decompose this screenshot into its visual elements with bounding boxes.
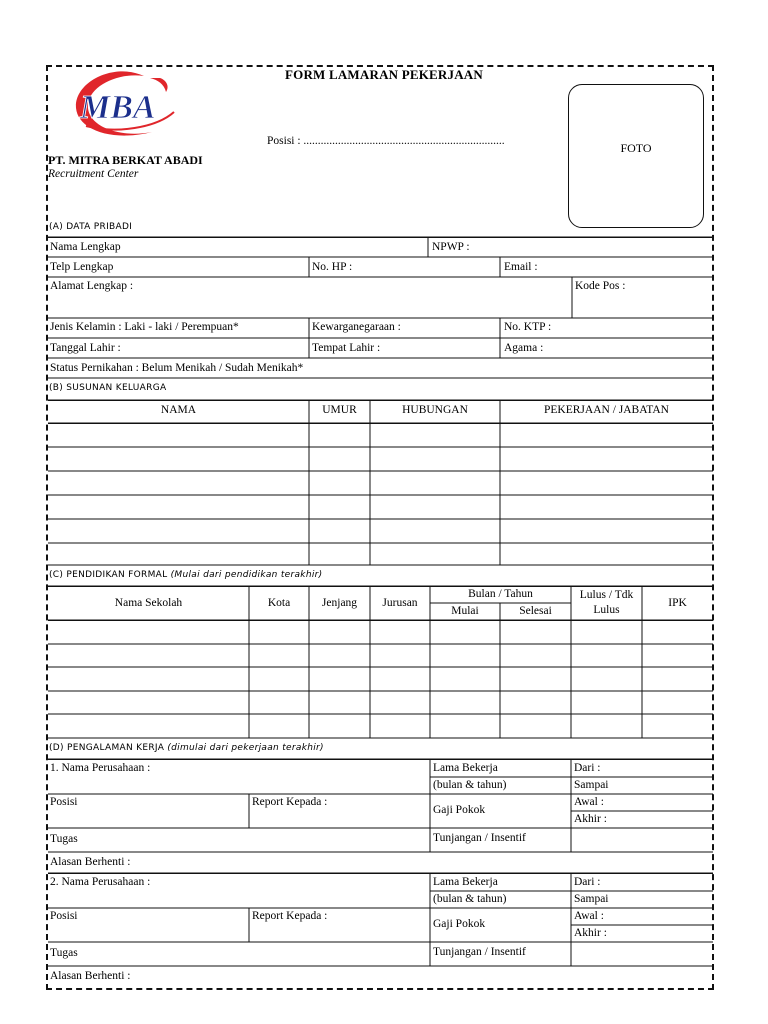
department-name: Recruitment Center bbox=[48, 168, 139, 180]
job2-tunjangan-label: Tunjangan / Insentif bbox=[433, 946, 526, 958]
job2-sampai-field[interactable]: Sampai bbox=[574, 893, 609, 905]
job2-company-field[interactable]: 2. Nama Perusahaan : bbox=[50, 876, 151, 888]
jenis-kelamin-field[interactable]: Jenis Kelamin : Laki - laki / Perempuan* bbox=[50, 321, 239, 333]
job2-tugas-field[interactable]: Tugas bbox=[50, 947, 78, 959]
job2-akhir-field[interactable]: Akhir : bbox=[574, 927, 607, 939]
alamat-field[interactable]: Alamat Lengkap : bbox=[50, 280, 134, 292]
tempat-lahir-field[interactable]: Tempat Lahir : bbox=[312, 342, 381, 354]
status-pernikahan-field[interactable]: Status Pernikahan : Belum Menikah / Sudah Menikah* bbox=[50, 362, 304, 374]
edu-col-sekolah: Nama Sekolah bbox=[114, 597, 183, 609]
job1-alasan-field[interactable]: Alasan Berhenti : bbox=[50, 856, 131, 868]
telp-field[interactable]: Telp Lengkap bbox=[50, 261, 114, 273]
edu-col-mulai: Mulai bbox=[451, 605, 479, 617]
job1-bulan-tahun-label: (bulan & tahun) bbox=[433, 779, 507, 791]
kewarganegaraan-field[interactable]: Kewarganegaraan : bbox=[312, 321, 401, 333]
job2-alasan-field[interactable]: Alasan Berhenti : bbox=[50, 970, 131, 982]
family-col-nama: NAMA bbox=[160, 404, 197, 416]
job2-dari-field[interactable]: Dari : bbox=[574, 876, 601, 888]
edu-col-lulus-line2: Lulus bbox=[593, 604, 620, 616]
job2-bulan-tahun-label: (bulan & tahun) bbox=[433, 893, 507, 905]
agama-field[interactable]: Agama : bbox=[504, 342, 544, 354]
section-d-note: (dimulai dari pekerjaan terakhir) bbox=[167, 743, 324, 753]
job1-posisi-field[interactable]: Posisi bbox=[50, 796, 78, 808]
job1-company-field[interactable]: 1. Nama Perusahaan : bbox=[50, 762, 151, 774]
edu-col-jenjang: Jenjang bbox=[321, 597, 358, 609]
job1-lama-label: Lama Bekerja bbox=[433, 762, 498, 774]
job1-akhir-field[interactable]: Akhir : bbox=[574, 813, 607, 825]
section-c-heading bbox=[49, 570, 322, 580]
edu-col-jurusan: Jurusan bbox=[382, 597, 418, 609]
edu-col-kota: Kota bbox=[267, 597, 291, 609]
job2-lama-label: Lama Bekerja bbox=[433, 876, 498, 888]
job1-tugas-field[interactable]: Tugas bbox=[50, 833, 78, 845]
photo-label: FOTO bbox=[620, 141, 652, 155]
edu-col-selesai: Selesai bbox=[519, 605, 552, 617]
npwp-field[interactable]: NPWP : bbox=[432, 241, 470, 253]
job1-gaji-label: Gaji Pokok bbox=[433, 804, 486, 816]
family-col-umur: UMUR bbox=[322, 404, 357, 416]
tanggal-lahir-field[interactable]: Tanggal Lahir : bbox=[50, 342, 121, 354]
job2-report-field[interactable]: Report Kepada : bbox=[252, 910, 328, 922]
edu-col-bulan-tahun: Bulan / Tahun bbox=[468, 588, 533, 600]
position-field[interactable]: Posisi : ...................................................................... bbox=[267, 135, 505, 147]
section-c-title: (C) PENDIDIKAN FORMAL bbox=[49, 570, 168, 580]
section-d-title: (D) PENGALAMAN KERJA bbox=[49, 743, 165, 753]
section-a-heading: (A) DATA PRIBADI bbox=[49, 222, 133, 232]
kodepos-field[interactable]: Kode Pos : bbox=[575, 280, 626, 292]
ktp-field[interactable]: No. KTP : bbox=[504, 321, 552, 333]
nama-lengkap-field[interactable]: Nama Lengkap bbox=[50, 241, 121, 253]
section-b-heading: (B) SUSUNAN KELUARGA bbox=[49, 383, 167, 393]
company-name: PT. MITRA BERKAT ABADI bbox=[48, 153, 203, 167]
job1-tunjangan-label: Tunjangan / Insentif bbox=[433, 832, 526, 844]
hp-field[interactable]: No. HP : bbox=[312, 261, 353, 273]
section-d-heading bbox=[49, 743, 324, 753]
job2-awal-field[interactable]: Awal : bbox=[574, 910, 604, 922]
email-field[interactable]: Email : bbox=[504, 261, 538, 273]
edu-col-ipk: IPK bbox=[668, 597, 687, 609]
job2-gaji-label: Gaji Pokok bbox=[433, 918, 486, 930]
edu-col-lulus-line1: Lulus / Tdk bbox=[579, 589, 634, 601]
job1-dari-field[interactable]: Dari : bbox=[574, 762, 601, 774]
form-title: FORM LAMARAN PEKERJAAN bbox=[285, 67, 483, 82]
family-col-hubungan: HUBUNGAN bbox=[402, 404, 468, 416]
svg-text:MBA: MBA bbox=[80, 89, 156, 126]
job1-awal-field[interactable]: Awal : bbox=[574, 796, 604, 808]
job1-sampai-field[interactable]: Sampai bbox=[574, 779, 609, 791]
section-c-note: (Mulai dari pendidikan terakhir) bbox=[170, 570, 323, 580]
job1-report-field[interactable]: Report Kepada : bbox=[252, 796, 328, 808]
job2-posisi-field[interactable]: Posisi bbox=[50, 910, 78, 922]
family-col-pekerjaan: PEKERJAAN / JABATAN bbox=[544, 404, 669, 416]
